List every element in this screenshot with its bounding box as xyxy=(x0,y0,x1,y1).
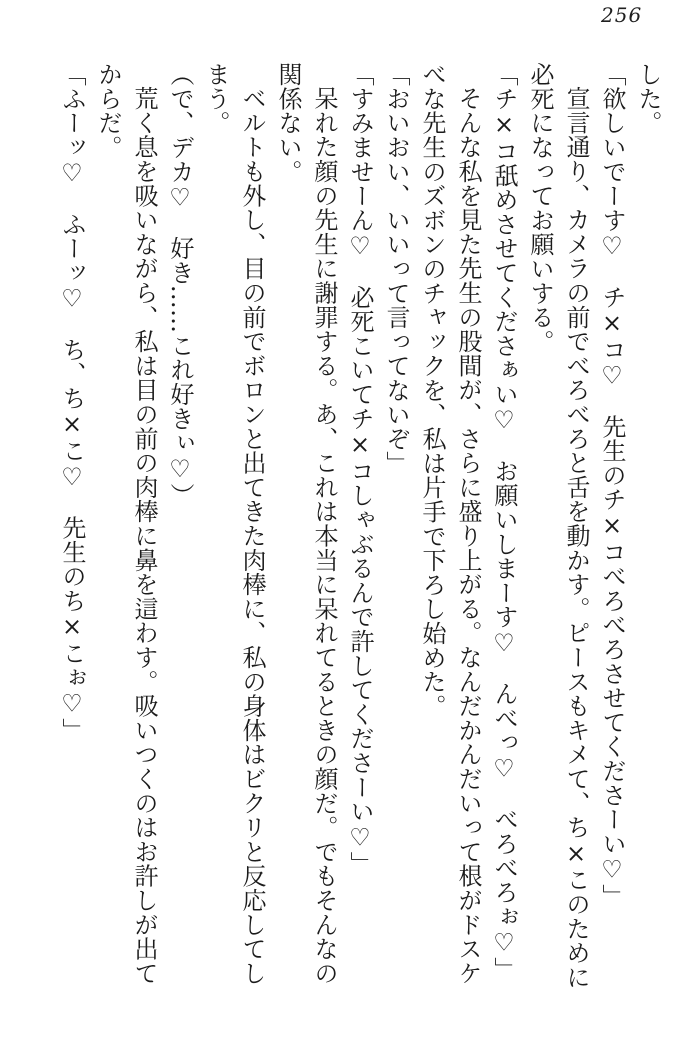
text-line: 荒く息を吸いながら、私は目の前の肉棒に鼻を這わす。吸いつくのはお許しが出て xyxy=(130,86,158,986)
page-number: 256 xyxy=(601,3,643,27)
text-line: ベルトも外し、目の前でボロンと出てきた肉棒に、私の身体はビクリと反応してし xyxy=(238,86,266,986)
text-line: べな先生のズボンのチャックを、私は片手で下ろし始めた。 xyxy=(418,62,446,719)
text-line: からだ。 xyxy=(94,62,122,160)
text-line-dialogue: 「すみませーん♡ 必死こいてチ×コしゃぶるんで許してくださーい♡」 xyxy=(346,62,374,876)
text-line-dialogue: 「チ×コ舐めさせてくださぁい♡ お願いしまーす♡ んべっ♡ べろべろぉ♡」 xyxy=(490,62,518,982)
text-line-dialogue: 「ふーッ♡ ふーッ♡ ち、ち×こ♡ 先生のち×こぉ♡」 xyxy=(58,62,86,743)
text-line: した。 xyxy=(634,62,662,135)
text-line: そんな私を見た先生の股間が、さらに盛り上がる。なんだかんだいって根がドスケ xyxy=(454,86,482,986)
text-line: 宣言通り、カメラの前でべろべろと舌を動かす。ピースもキメて、ち×このために xyxy=(562,86,590,990)
text-line-dialogue: 「おいおい、いいって言ってないぞ」 xyxy=(382,62,410,476)
vertical-text-block xyxy=(54,62,666,990)
text-line-dialogue: 「欲しいでーす♡ チ×コ♡ 先生のチ×コべろべろさせてくださーい♡」 xyxy=(598,62,626,909)
text-line-thought: （で、デカ♡ 好き……これ好きぃ♡） xyxy=(166,62,194,508)
text-line: 呆れた顔の先生に謝罪する。あ、これは本当に呆れてるときの顔だ。でもそんなの xyxy=(310,86,338,986)
text-line: 関係ない。 xyxy=(274,62,302,184)
text-line: まう。 xyxy=(202,62,230,135)
text-line: 必死になってお願いする。 xyxy=(526,62,554,354)
